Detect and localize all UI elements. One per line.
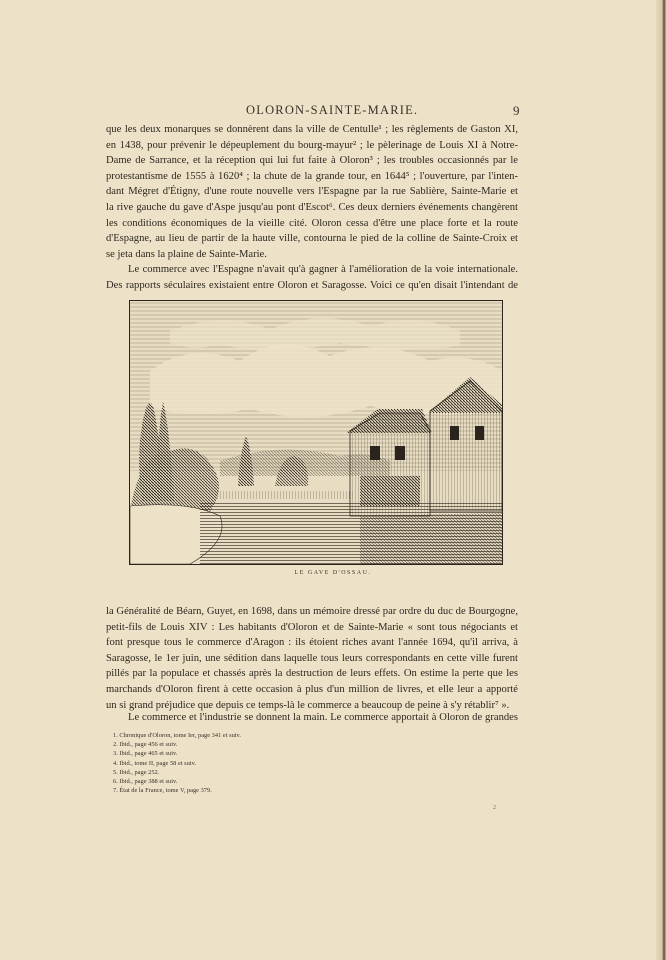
footnote: 2. Ibid., page 456 et suiv. (113, 741, 178, 749)
body-line: que les deux monarques se donnèrent dans la ville de Centulle¹ ; les règlements de Gaston XI, (106, 124, 518, 135)
body-line: Le commerce avec l'Espagne n'avait qu'à gagner à l'amélioration de la voie internationale. (128, 264, 518, 276)
running-title: OLORON-SAINTE-MARIE. (246, 103, 419, 117)
body-line: se jeta dans la plaine de Sainte-Marie. (106, 248, 267, 260)
body-line: petit-fils de Louis XIV : Les habitants d'Oloron et de Sainte-Marie « sont tous négociants et (106, 621, 518, 633)
body-line: font presque tous le commerce d'Aragon : ils étoient riches avant l'année 1694, qu'il arriva, à (106, 637, 518, 649)
body-line: un si grand préjudice que depuis ce temps-là le commerce a beaucoup de peine à s'y rétablir⁷ ». (106, 699, 510, 711)
engraving-drawing (130, 301, 502, 564)
footnote: 1. Chronique d'Oloron, tome Ier, page 341 et suiv. (113, 732, 241, 739)
body-line: Des rapports séculaires existaient entre Oloron et Saragosse. Voici ce qu'en disait l'intendant de (106, 280, 518, 291)
signature-mark: 2 (493, 805, 496, 811)
body-line: Saragosse, le 1er juin, une sédition dans laquelle tous leurs correspondants en cette ville furent (106, 652, 518, 664)
body-line: les conditions économiques de la vieille cité. Oloron cessa d'être une place forte et la route (106, 217, 518, 229)
footnote: 4. Ibid., tome II, page 58 et suiv. (113, 759, 196, 767)
body-line: Le commerce et l'industrie se donnent la main. Le commerce apportait à Oloron de grandes (128, 712, 518, 723)
body-line: la rive gauche du gave d'Aspe jusqu'au pont d'Escot⁶. Ces deux derniers événements changèrent (106, 202, 518, 213)
engraving-illustration (129, 300, 503, 565)
body-line: en 1438, pour prévenir le dépeuplement du bourg-mayur² ; le pèlerinage de Louis XI à Notre- (106, 139, 518, 151)
body-line: pillés par la populace et chassés après la destruction de leurs effets. On estime la perte que les (106, 668, 518, 680)
body-line: d'Espagne, au lieu de partir de la haute ville, contourna le pied de la colline de Sainte-Croix et (106, 233, 518, 245)
footnote: 6. Ibid., page 388 et suiv. (113, 778, 178, 786)
footnotes (113, 731, 241, 795)
page-edge-shadow (656, 0, 666, 960)
body-line: la Généralité de Béarn, Guyet, en 1698, dans un mémoire dressé par ordre du duc de Bourgogne, (106, 606, 518, 617)
footnote: 7. État de la France, tome V, page 379. (113, 787, 212, 795)
footnote: 3. Ibid., page 465 et suiv. (113, 750, 178, 758)
figure-caption: LE GAVE D'OSSAU. (294, 570, 372, 576)
body-line: protestantisme de 1555 à 1620⁴ ; la chute de la grande tour, en 1644⁵ ; l'ouverture, par l'inten- (106, 170, 518, 182)
footnote: 5. Ibid., page 252. (113, 768, 160, 776)
page-number: 9 (513, 103, 520, 118)
body-line: marchands d'Oloron firent à cette occasion à plus d'un million de livres, et elle leur a apporté (106, 684, 518, 695)
body-line: dant Mégret d'Étigny, d'une route nouvelle vers l'Espagne par la rue Sablière, Sainte-Marie et (106, 186, 518, 198)
body-line: Dame de Sarrance, et la réception qui lui fut faite à Oloron³ ; les troubles occasionnés par le (106, 155, 518, 167)
